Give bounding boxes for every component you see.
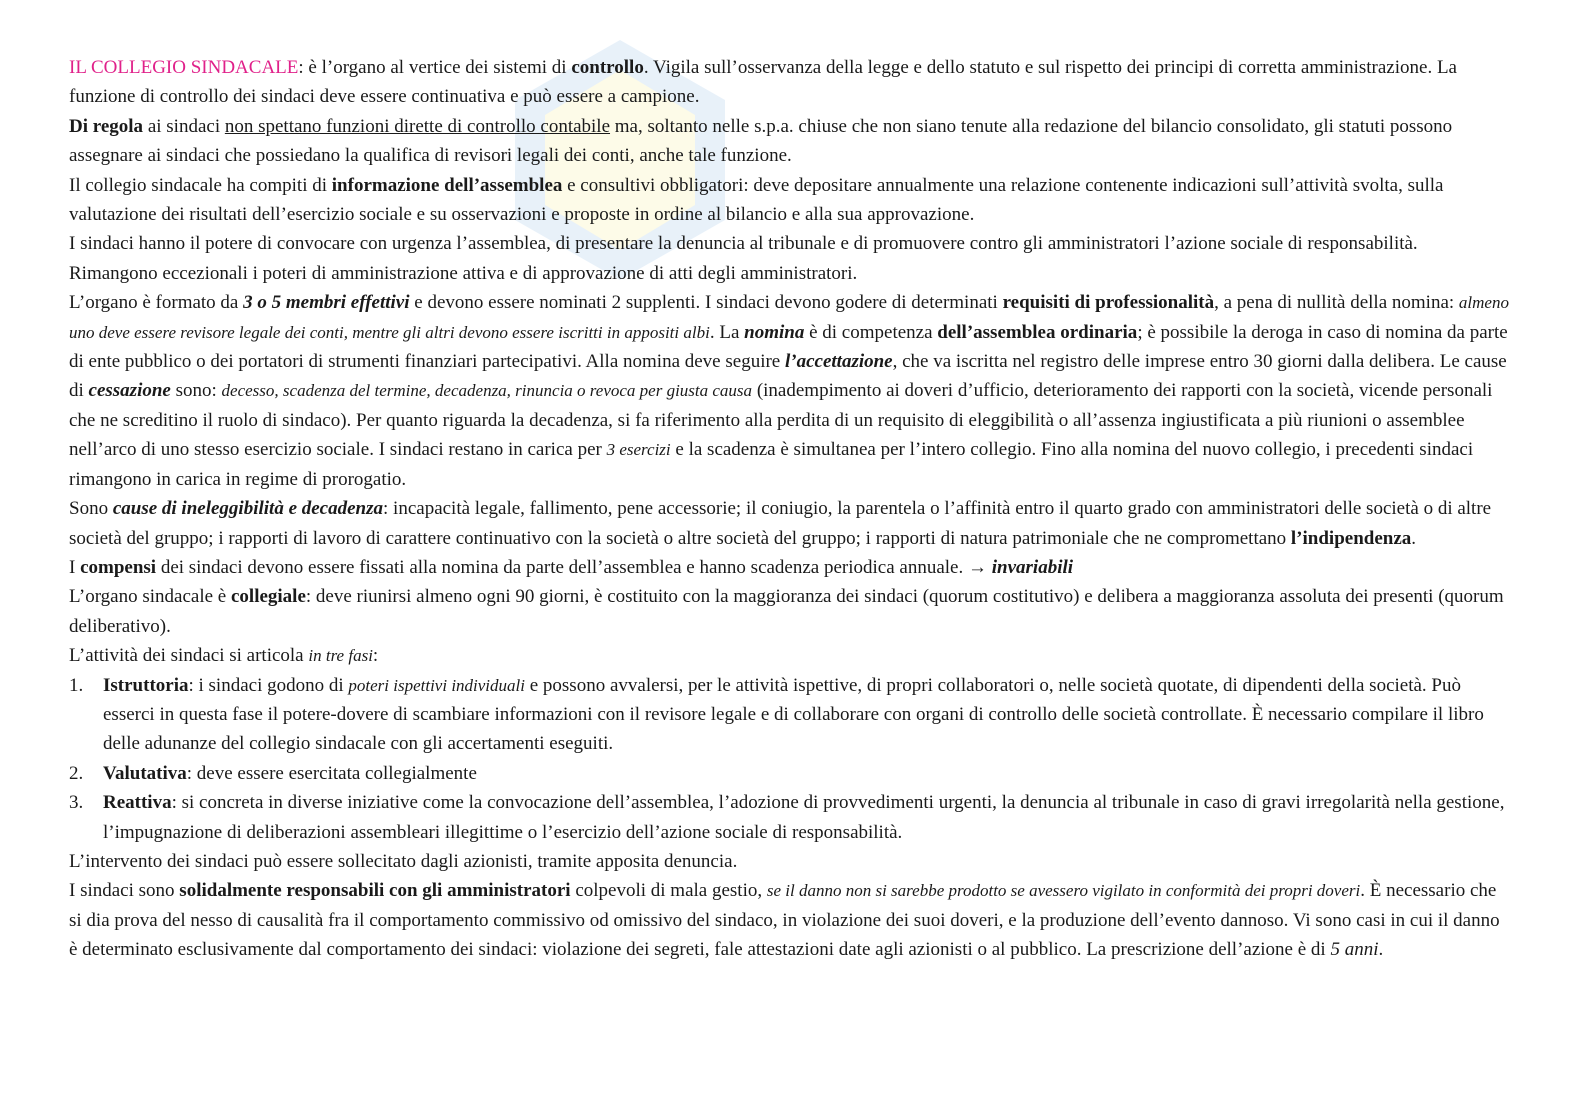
text: sono: [170,380,222,402]
bold-text: informazione dell’assemblea [331,174,563,196]
bold-italic-text: l’accettazione [784,351,893,373]
text: . La [709,321,745,343]
list-number: 2. [69,762,84,784]
text: . [1378,939,1384,961]
bold-italic-text: invariabili [991,556,1074,578]
text: : [372,645,379,667]
text: Il collegio sindacale ha compiti di [69,174,332,196]
paragraph-responsabilita [69,876,1509,964]
bold-text: l’indipendenza [1290,527,1412,549]
bold-text: requisiti di professionalità [1002,292,1215,314]
text: colpevoli di mala gestio, [570,880,767,902]
list-number: 3. [69,792,84,814]
text: . È necessario che si dia prova del nesso di causalità fra il comportamento commissivo od omissivo del sindaco, in violazione dei suoi doveri, e la produzione dell’evento dannoso. Vi sono casi in cui il danno è determinato esclusivamente dal comportamento dei sindaci: violazione dei segreti, fale attestazioni date agli azionisti o al pubblico. La prescrizione dell’azione è di [69,880,1500,961]
text: L’attività dei sindaci si articola [69,645,309,667]
text: dei sindaci devono essere fissati alla nomina da parte dell’assemblea e hanno scadenza periodica annuale. [156,556,968,578]
italic-text: decesso, scadenza del termine, decadenza, rinuncia o revoca per giusta causa [221,381,753,401]
text: I sindaci sono [69,880,180,902]
italic-text: in tre fasi [308,646,373,666]
text: . Vigila sull’osservanza della legge e dello statuto e sul rispetto dei principi di corretta amministrazione. La funzione di controllo dei sindaci deve essere continuativa e può essere a campione. [69,57,1457,108]
document-body [69,53,1509,965]
text: (inadempimento ai doveri d’ufficio, deterioramento dei rapporti con la società, vicende personali che ne screditino il ruolo di sindaco). Per quanto riguarda la decadenza, si fa riferimento alla perdita di un requisito di eleggibilità o all’assenza ingiustificata a più riunioni o assemblee nell’arco di uno stesso esercizio sociale. I sindaci restano in carica per [69,380,1493,461]
text: I sindaci hanno il potere di convocare con urgenza l’assemblea, di presentare la denuncia al tribunale e di promuovere contro gli amministratori l’azione sociale di responsabilità. Rimangono eccezionali i poteri di amministrazione attiva e di approvazione di atti degli amministratori. [69,233,1418,284]
italic-text: se il danno non si sarebbe prodotto se avessero vigilato in conformità dei propri doveri [766,881,1361,901]
text: L’organo sindacale è [69,586,231,608]
paragraph-compiti [69,171,1509,230]
bold-text: solidalmente responsabili con gli amministratori [179,880,571,902]
text: : si concreta in diverse iniziative come la convocazione dell’assemblea, l’adozione di provvedimenti urgenti, la denuncia al tribunale in caso di gravi irregolarità nella gestione, l’impugnazione di deliberazioni assembleari illegittime o l’esercizio dell’azione sociale di responsabilità. [103,792,1505,843]
text: è di competenza [804,321,938,343]
text: L’organo è formato da [69,292,244,314]
paragraph-compensi [69,553,1509,582]
text: e la scadenza è simultanea per l’intero collegio. Fino alla nomina del nuovo collegio, i precedenti sindaci rimangono in carica in regime di prorogatio. [69,439,1474,490]
bold-italic-text: nomina [744,321,805,343]
section-title: IL COLLEGIO SINDACALE [69,57,299,78]
paragraph-collegiale [69,582,1509,641]
italic-text: 3 esercizi [606,440,671,460]
list-item [69,671,1509,759]
paragraph-regola [69,112,1509,171]
text: : incapacità legale, fallimento, pene accessorie; il coniugio, la parentela o l’affinità entro il quarto grado con amministratori delle società o di altre società del gruppo; i rapporti di lavoro di carattere continuativo con la società o altre società del gruppo; i rapporti di natura patrimoniale che ne compromettano [69,498,1492,549]
paragraph-intervento [69,847,1509,876]
text: : deve riunirsi almeno ogni 90 giorni, è costituito con la maggioranza dei sindaci (quorum costitutivo) e delibera a maggioranza assoluta dei presenti (quorum deliberativo). [69,586,1504,637]
list-number: 1. [69,674,84,696]
text: ma, soltanto nelle s.p.a. chiuse che non siano tenute alla redazione del bilancio consolidato, gli statuti possono assegnare ai sindaci che possiedano la qualifica di revisori legali dei conti, anche tale funzione. [69,115,1453,167]
text: e consultivi obbligatori: deve depositare annualmente una relazione contenente indicazioni sull’attività svolta, sulla valutazione dei risultati dell’esercizio sociale e su osservazioni e proposte in ordine al bilancio e alla sua approvazione. [69,174,1444,226]
bold-text: collegiale [230,586,306,608]
text: L’intervento dei sindaci può essere sollecitato dagli azionisti, tramite apposita denuncia. [69,850,738,872]
paragraph-fasi [69,641,1509,670]
bold-text: controllo [571,57,644,78]
bold-italic-text: cessazione [88,380,171,402]
list-item [69,759,1509,788]
text: e devono essere nominati 2 supplenti. I sindaci devono godere di determinati [409,292,1003,314]
bold-text: Istruttoria [103,674,189,696]
italic-text: almeno uno deve essere revisore legale dei conti, mentre gli altri devono essere iscritti in appositi albi [69,293,1509,342]
text: e possono avvalersi, per le attività ispettive, di propri collaboratori o, nelle società quotate, di dipendenti della società. Può esserci in questa fase il potere-dovere di scambiare informazioni con il revisore legale e di collaborare con organi di controllo delle società controllate. È necessario compilare il libro delle adunanze del collegio sindacale con gli accertamenti eseguiti. [103,674,1484,755]
text: : è l’organo al vertice dei sistemi di [298,57,572,78]
bold-text: compensi [80,556,157,578]
bold-text: Valutativa [103,762,187,784]
paragraph-poteri [69,229,1509,288]
italic-text: 5 anni [1330,939,1379,961]
text: , che va iscritta nel registro delle imprese entro 30 giorni dalla delibera. Le cause di [69,351,1507,402]
text: I [69,556,81,578]
italic-text: poteri ispettivi individuali [348,675,525,695]
bold-text: Reattiva [103,792,172,814]
text: : deve essere esercitata collegialmente [186,762,477,784]
text: : i sindaci godono di [188,674,349,696]
list-item [69,788,1509,847]
arrow-right-icon: → [968,556,987,578]
text: ; è possibile la deroga in caso di nomina da parte di ente pubblico o dei portatori di strumenti finanziari partecipativi. Alla nomina deve seguire [69,321,1508,373]
bold-italic-text: cause di ineleggibilità e decadenza [112,498,384,520]
text: , a pena di nullità della nomina: [1214,292,1459,314]
text: Sono [69,498,113,520]
underlined-text: non spettano funzioni dirette di controllo contabile [224,115,611,137]
paragraph-organo [69,288,1509,494]
bold-text: Di regola [69,115,144,137]
bold-italic-text: 3 o 5 membri effettivi [243,292,410,314]
text: . [1411,527,1417,549]
paragraph-intro [69,53,1509,112]
paragraph-ineleggibilita [69,494,1509,553]
phases-list [69,671,1509,847]
bold-text: dell’assemblea ordinaria [937,321,1138,343]
text: ai sindaci [143,115,225,137]
